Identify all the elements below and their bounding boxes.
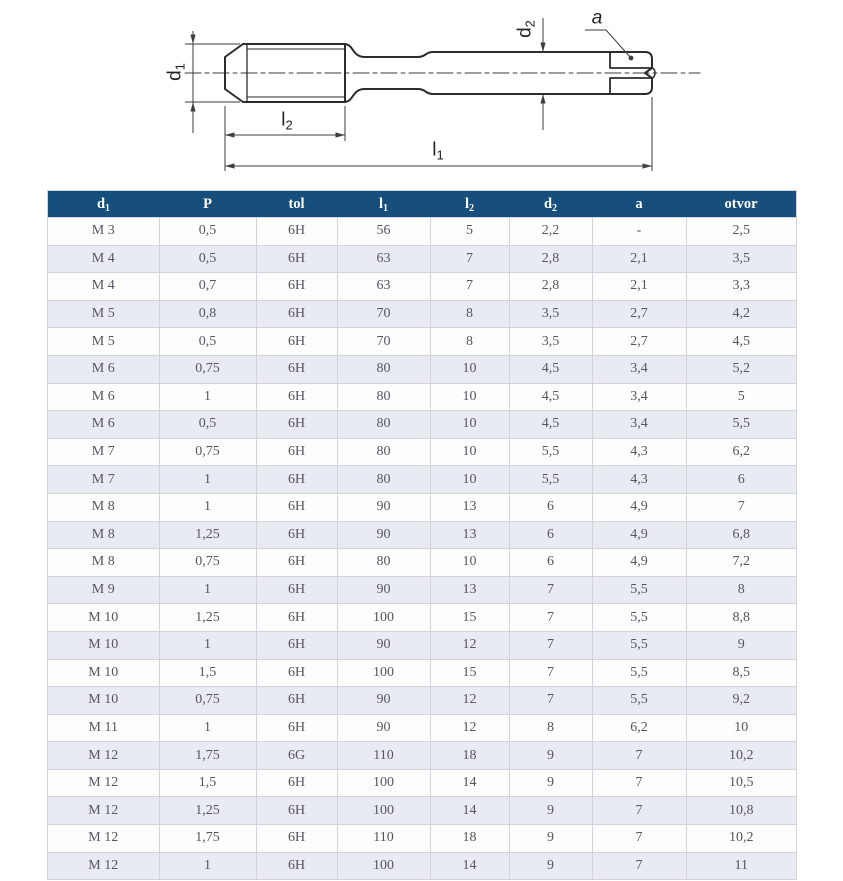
dim-label-d1-base: d — [164, 70, 186, 81]
cell-a: 6,2 — [592, 714, 686, 742]
column-header-d1: $d_1$ — [48, 191, 160, 218]
cell-p: 1 — [159, 576, 256, 604]
cell-a: 4,3 — [592, 438, 686, 466]
cell-d2: 4,5 — [509, 383, 592, 411]
cell-d1: M 3 — [48, 218, 160, 246]
cell-a: 4,9 — [592, 549, 686, 577]
cell-d2: 9 — [509, 742, 592, 770]
cell-p: 0,5 — [159, 328, 256, 356]
tap-technical-drawing — [0, 0, 843, 188]
cell-tol: 6H — [256, 659, 337, 687]
cell-d2: 9 — [509, 769, 592, 797]
cell-tol: 6H — [256, 383, 337, 411]
cell-d2: 2,8 — [509, 245, 592, 273]
cell-p: 0,75 — [159, 687, 256, 715]
table-row — [48, 300, 797, 328]
dim-label-l2 — [281, 109, 293, 133]
cell-d1: M 6 — [48, 383, 160, 411]
cell-a: 7 — [592, 797, 686, 825]
cell-p: 1,25 — [159, 604, 256, 632]
dim-label-a-base: a — [591, 7, 603, 29]
table-row — [48, 549, 797, 577]
table-row — [48, 797, 797, 825]
cell-d1: M 9 — [48, 576, 160, 604]
cell-l2: 15 — [430, 604, 509, 632]
cell-d1: M 5 — [48, 300, 160, 328]
cell-a: 7 — [592, 769, 686, 797]
table-row — [48, 714, 797, 742]
cell-otvor: 5 — [686, 383, 797, 411]
table-row — [48, 631, 797, 659]
cell-otvor: 3,3 — [686, 273, 797, 301]
table-row — [48, 245, 797, 273]
cell-l1: 100 — [337, 769, 430, 797]
dim-label-a — [592, 9, 603, 28]
cell-tol: 6H — [256, 797, 337, 825]
cell-a: 4,3 — [592, 466, 686, 494]
cell-p: 1,75 — [159, 825, 256, 853]
cell-d2: 5,5 — [509, 438, 592, 466]
cell-tol: 6H — [256, 631, 337, 659]
cell-l2: 10 — [430, 438, 509, 466]
cell-tol: 6H — [256, 355, 337, 383]
cell-d1: M 8 — [48, 549, 160, 577]
cell-l2: 14 — [430, 797, 509, 825]
cell-p: 1 — [159, 852, 256, 880]
cell-l1: 80 — [337, 466, 430, 494]
cell-p: 1,75 — [159, 742, 256, 770]
cell-otvor: 11 — [686, 852, 797, 880]
cell-d2: 7 — [509, 576, 592, 604]
cell-tol: 6H — [256, 687, 337, 715]
cell-tol: 6H — [256, 493, 337, 521]
cell-l1: 100 — [337, 797, 430, 825]
cell-d2: 3,5 — [509, 328, 592, 356]
cell-p: 1,25 — [159, 521, 256, 549]
cell-otvor: 6,8 — [686, 521, 797, 549]
cell-l2: 12 — [430, 631, 509, 659]
dim-label-d2 — [514, 20, 538, 38]
cell-l2: 18 — [430, 742, 509, 770]
cell-tol: 6H — [256, 300, 337, 328]
cell-p: 0,5 — [159, 218, 256, 246]
cell-a: 4,9 — [592, 521, 686, 549]
cell-l1: 90 — [337, 687, 430, 715]
tap-specs-table — [47, 190, 797, 880]
cell-l2: 13 — [430, 521, 509, 549]
cell-d1: M 10 — [48, 687, 160, 715]
cell-tol: 6H — [256, 521, 337, 549]
cell-tol: 6H — [256, 328, 337, 356]
cell-a: 4,9 — [592, 493, 686, 521]
leader-dot — [629, 56, 634, 61]
cell-l2: 8 — [430, 300, 509, 328]
cell-p: 0,75 — [159, 549, 256, 577]
cell-l2: 5 — [430, 218, 509, 246]
cell-tol: 6H — [256, 576, 337, 604]
cell-l2: 10 — [430, 411, 509, 439]
cell-otvor: 4,2 — [686, 300, 797, 328]
cell-l1: 110 — [337, 825, 430, 853]
cell-d2: 4,5 — [509, 355, 592, 383]
table-row — [48, 466, 797, 494]
cell-l1: 80 — [337, 438, 430, 466]
cell-otvor: 9 — [686, 631, 797, 659]
cell-p: 1 — [159, 493, 256, 521]
cell-d2: 9 — [509, 797, 592, 825]
cell-tol: 6H — [256, 714, 337, 742]
cell-tol: 6H — [256, 273, 337, 301]
column-header-otvor: otvor — [686, 191, 797, 218]
column-header-l2: $l_2$ — [430, 191, 509, 218]
cell-l2: 8 — [430, 328, 509, 356]
cell-p: 0,75 — [159, 438, 256, 466]
cell-otvor: 10 — [686, 714, 797, 742]
cell-l1: 56 — [337, 218, 430, 246]
cell-l1: 63 — [337, 245, 430, 273]
cell-a: 5,5 — [592, 687, 686, 715]
cell-l1: 100 — [337, 852, 430, 880]
table-row — [48, 273, 797, 301]
cell-l1: 70 — [337, 328, 430, 356]
cell-tol: 6H — [256, 218, 337, 246]
cell-p: 0,5 — [159, 245, 256, 273]
table-row — [48, 383, 797, 411]
cell-tol: 6H — [256, 411, 337, 439]
cell-l1: 100 — [337, 659, 430, 687]
cell-d1: M 12 — [48, 852, 160, 880]
cell-d1: M 8 — [48, 521, 160, 549]
dim-label-d1-sub: 1 — [172, 63, 188, 71]
cell-d2: 6 — [509, 493, 592, 521]
cell-d1: M 7 — [48, 438, 160, 466]
cell-l2: 14 — [430, 769, 509, 797]
cell-d2: 2,8 — [509, 273, 592, 301]
cell-l1: 90 — [337, 576, 430, 604]
cell-a: 2,7 — [592, 300, 686, 328]
cell-d2: 9 — [509, 852, 592, 880]
cell-l2: 18 — [430, 825, 509, 853]
table-body — [48, 218, 797, 880]
cell-p: 1,25 — [159, 797, 256, 825]
cell-a: 5,5 — [592, 604, 686, 632]
cell-l1: 63 — [337, 273, 430, 301]
cell-a: 5,5 — [592, 659, 686, 687]
cell-a: 7 — [592, 852, 686, 880]
cell-d1: M 4 — [48, 245, 160, 273]
table-head — [48, 191, 797, 218]
cell-tol: 6H — [256, 245, 337, 273]
column-header-d2: $d_2$ — [509, 191, 592, 218]
column-header-l1: $l_1$ — [337, 191, 430, 218]
cell-l1: 110 — [337, 742, 430, 770]
cell-d1: M 5 — [48, 328, 160, 356]
table-row — [48, 742, 797, 770]
cell-l2: 10 — [430, 466, 509, 494]
cell-d2: 3,5 — [509, 300, 592, 328]
dim-label-l1-sub: 1 — [436, 147, 444, 163]
cell-l2: 7 — [430, 273, 509, 301]
cell-l1: 80 — [337, 411, 430, 439]
table-row — [48, 769, 797, 797]
cell-tol: 6H — [256, 852, 337, 880]
column-header-a: a — [592, 191, 686, 218]
cell-tol: 6H — [256, 769, 337, 797]
cell-a: 3,4 — [592, 411, 686, 439]
cell-l2: 12 — [430, 687, 509, 715]
cell-d2: 2,2 — [509, 218, 592, 246]
cell-otvor: 6,2 — [686, 438, 797, 466]
cell-otvor: 3,5 — [686, 245, 797, 273]
cell-p: 1,5 — [159, 769, 256, 797]
dim-label-l2-base: l — [281, 109, 286, 131]
cell-l2: 10 — [430, 549, 509, 577]
cell-otvor: 5,5 — [686, 411, 797, 439]
cell-l1: 90 — [337, 714, 430, 742]
table-row — [48, 825, 797, 853]
cell-p: 0,5 — [159, 411, 256, 439]
cell-tol: 6H — [256, 438, 337, 466]
cell-otvor: 7 — [686, 493, 797, 521]
table-row — [48, 328, 797, 356]
table-row — [48, 604, 797, 632]
table-row — [48, 355, 797, 383]
cell-l1: 70 — [337, 300, 430, 328]
cell-l1: 90 — [337, 493, 430, 521]
cell-l2: 13 — [430, 493, 509, 521]
cell-l2: 12 — [430, 714, 509, 742]
cell-a: 7 — [592, 742, 686, 770]
cell-tol: 6H — [256, 604, 337, 632]
cell-d2: 5,5 — [509, 466, 592, 494]
table-row — [48, 852, 797, 880]
table-row — [48, 438, 797, 466]
cell-l2: 10 — [430, 355, 509, 383]
dim-label-d1 — [164, 63, 188, 81]
cell-d1: M 6 — [48, 355, 160, 383]
cell-d1: M 8 — [48, 493, 160, 521]
cell-a: 7 — [592, 825, 686, 853]
cell-d2: 9 — [509, 825, 592, 853]
cell-d1: M 11 — [48, 714, 160, 742]
cell-tol: 6H — [256, 466, 337, 494]
cell-otvor: 10,5 — [686, 769, 797, 797]
dim-label-l1-base: l — [432, 139, 437, 161]
cell-l2: 15 — [430, 659, 509, 687]
cell-tol: 6H — [256, 825, 337, 853]
cell-d1: M 12 — [48, 797, 160, 825]
cell-p: 1 — [159, 631, 256, 659]
dim-label-d2-base: d — [514, 27, 536, 38]
cell-d1: M 12 — [48, 742, 160, 770]
cell-a: 2,1 — [592, 245, 686, 273]
cell-a: 5,5 — [592, 631, 686, 659]
cell-l2: 10 — [430, 383, 509, 411]
cell-d2: 7 — [509, 659, 592, 687]
cell-l2: 14 — [430, 852, 509, 880]
cell-l2: 7 — [430, 245, 509, 273]
cell-p: 1 — [159, 714, 256, 742]
cell-otvor: 10,2 — [686, 742, 797, 770]
cell-tol: 6H — [256, 549, 337, 577]
cell-p: 0,75 — [159, 355, 256, 383]
cell-otvor: 4,5 — [686, 328, 797, 356]
cell-d2: 4,5 — [509, 411, 592, 439]
cell-l1: 80 — [337, 549, 430, 577]
table-row — [48, 687, 797, 715]
cell-p: 1 — [159, 383, 256, 411]
tap-drawing-svg — [0, 0, 843, 188]
table-row — [48, 576, 797, 604]
cell-a: 2,1 — [592, 273, 686, 301]
cell-a: 3,4 — [592, 383, 686, 411]
dim-label-d2-sub: 2 — [522, 20, 538, 28]
table-row — [48, 218, 797, 246]
dim-d1-lines — [185, 31, 240, 133]
cell-d1: M 7 — [48, 466, 160, 494]
cell-otvor: 8,8 — [686, 604, 797, 632]
cell-d1: M 12 — [48, 825, 160, 853]
cell-p: 0,7 — [159, 273, 256, 301]
cell-otvor: 8 — [686, 576, 797, 604]
cell-l1: 100 — [337, 604, 430, 632]
column-header-p: P — [159, 191, 256, 218]
table-row — [48, 659, 797, 687]
cell-d2: 8 — [509, 714, 592, 742]
cell-p: 1,5 — [159, 659, 256, 687]
cell-otvor: 8,5 — [686, 659, 797, 687]
cell-l1: 90 — [337, 521, 430, 549]
cell-l2: 13 — [430, 576, 509, 604]
cell-a: 5,5 — [592, 576, 686, 604]
dim-label-l2-sub: 2 — [285, 117, 293, 133]
cell-p: 1 — [159, 466, 256, 494]
cell-p: 0,8 — [159, 300, 256, 328]
cell-d1: M 10 — [48, 659, 160, 687]
dim-label-l1 — [432, 139, 444, 163]
cell-a: 3,4 — [592, 355, 686, 383]
cell-tol: 6G — [256, 742, 337, 770]
cell-d2: 7 — [509, 604, 592, 632]
table-header-row — [48, 191, 797, 218]
cell-otvor: 9,2 — [686, 687, 797, 715]
table-row — [48, 521, 797, 549]
cell-l1: 80 — [337, 355, 430, 383]
cell-d2: 7 — [509, 687, 592, 715]
table-row — [48, 493, 797, 521]
cell-d1: M 6 — [48, 411, 160, 439]
cell-d1: M 10 — [48, 604, 160, 632]
cell-otvor: 2,5 — [686, 218, 797, 246]
cell-a: 2,7 — [592, 328, 686, 356]
cell-d1: M 10 — [48, 631, 160, 659]
cell-d1: M 4 — [48, 273, 160, 301]
cell-l1: 90 — [337, 631, 430, 659]
cell-otvor: 5,2 — [686, 355, 797, 383]
column-header-tol: tol — [256, 191, 337, 218]
cell-d2: 6 — [509, 521, 592, 549]
cell-d2: 6 — [509, 549, 592, 577]
cell-otvor: 10,2 — [686, 825, 797, 853]
table-row — [48, 411, 797, 439]
dim-a-leader — [585, 30, 631, 58]
cell-l1: 80 — [337, 383, 430, 411]
cell-a: - — [592, 218, 686, 246]
cell-d2: 7 — [509, 631, 592, 659]
cell-otvor: 6 — [686, 466, 797, 494]
cell-otvor: 7,2 — [686, 549, 797, 577]
cell-otvor: 10,8 — [686, 797, 797, 825]
cell-d1: M 12 — [48, 769, 160, 797]
